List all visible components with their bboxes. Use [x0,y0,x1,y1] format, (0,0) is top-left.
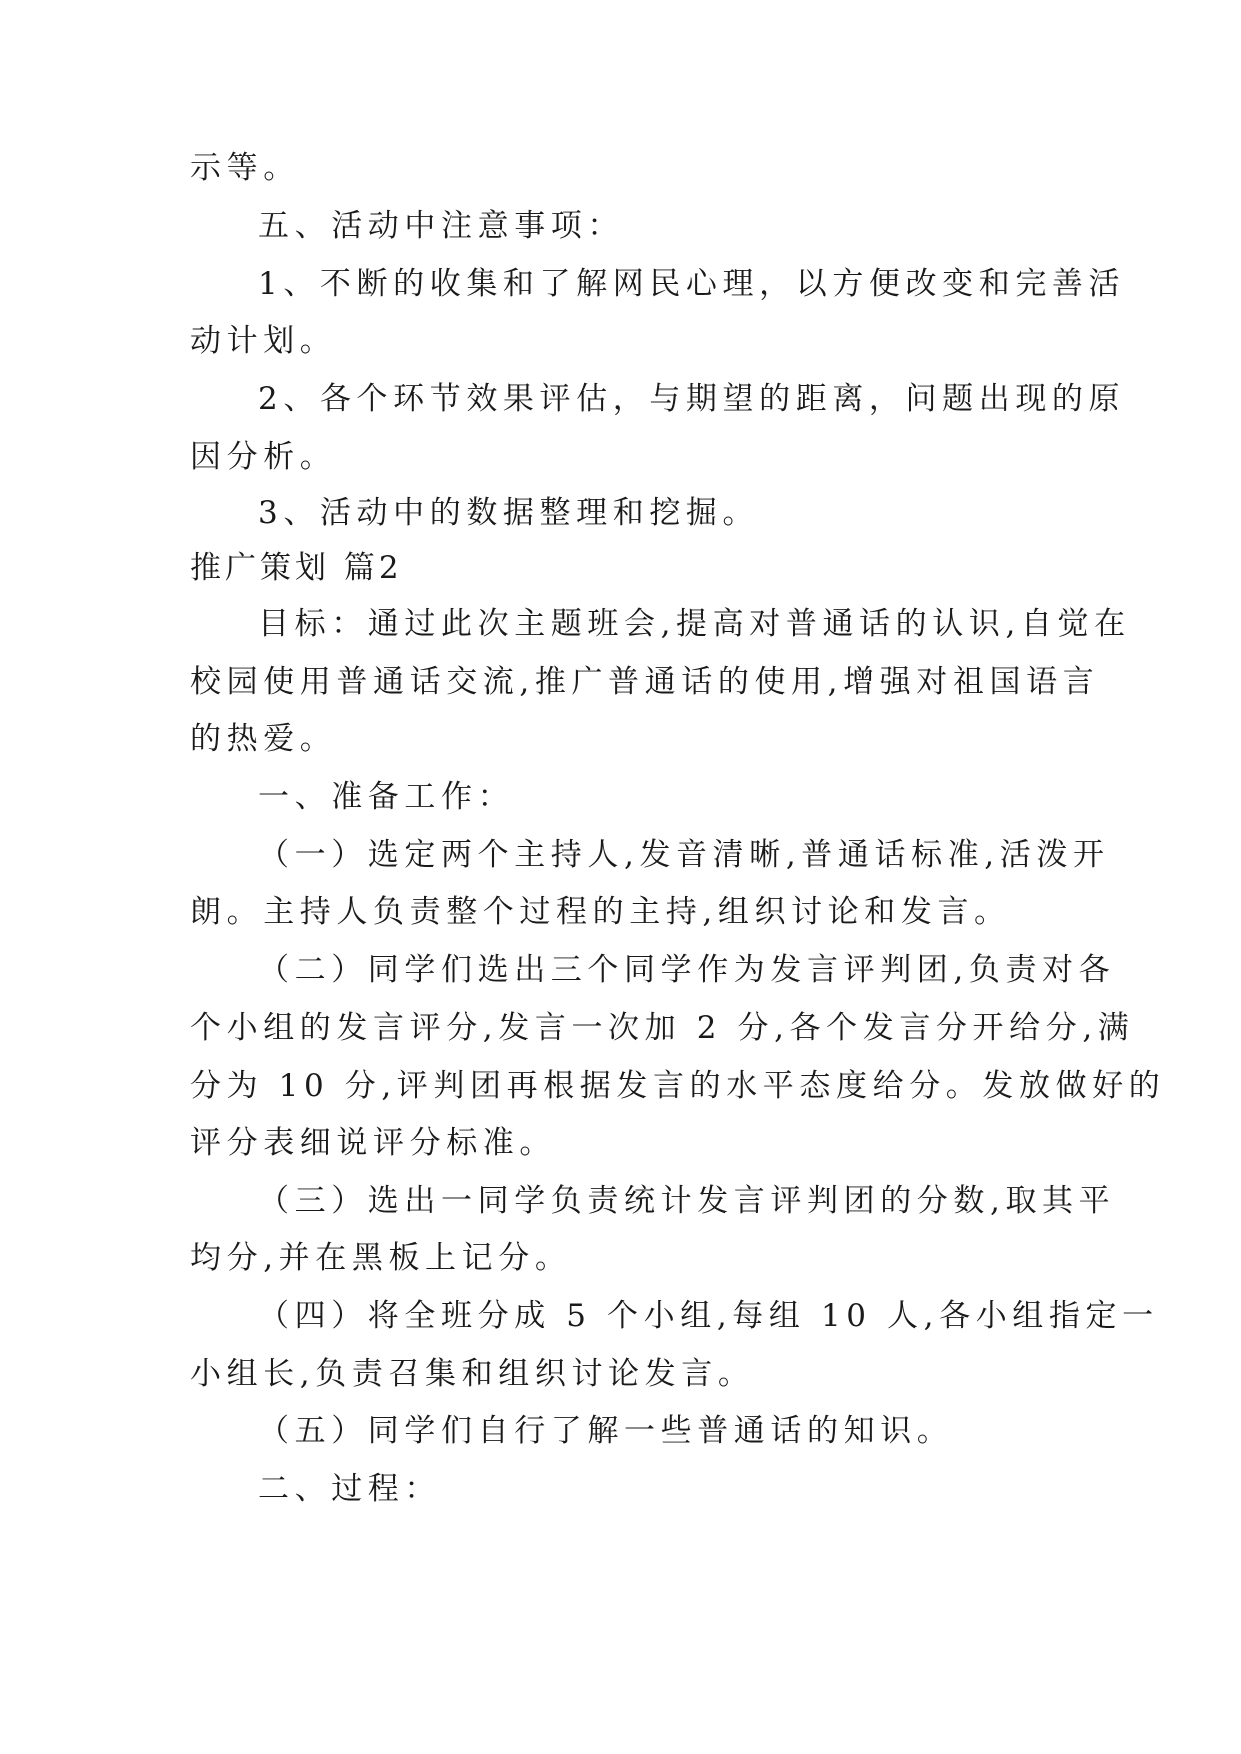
section-heading: 二、过程： [258,1471,441,1507]
text-line: （一）选定两个主持人,发音清晰,普通话标准,活泼开 [258,837,1110,873]
text-line: 校园使用普通话交流,推广普通话的使用,增强对祖国语言 [190,664,1100,700]
text-line: 朗。主持人负责整个过程的主持,组织讨论和发言。 [190,894,1011,930]
text-line: （五）同学们自行了解一些普通话的知识。 [258,1413,954,1449]
text-line: 分为 10 分,评判团再根据发言的水平态度给分。发放做好的 [190,1068,1166,1104]
text-line: 小组长,负责召集和组织讨论发言。 [190,1356,755,1392]
text-line: 动计划。 [190,323,337,359]
text-line: 均分,并在黑板上记分。 [190,1240,572,1276]
text-line: （二）同学们选出三个同学作为发言评判团,负责对各 [258,952,1116,988]
text-line: 的热爱。 [190,721,337,757]
text-line: 示等。 [190,150,300,186]
text-line: 目标：通过此次主题班会,提高对普通话的认识,自觉在 [258,606,1131,642]
section-heading: 一、准备工作： [258,779,515,815]
text-line: 1、不断的收集和了解网民心理，以方便改变和完善活 [258,266,1126,302]
article-title: 推广策划 篇2 [190,550,403,586]
text-line: 2、各个环节效果评估，与期望的距离，问题出现的原 [258,381,1126,417]
text-line: 3、活动中的数据整理和挖掘。 [258,495,760,531]
text-line: （四）将全班分成 5 个小组,每组 10 人,各小组指定一 [258,1298,1159,1334]
text-line: 个小组的发言评分,发言一次加 2 分,各个发言分开给分,满 [190,1010,1135,1046]
text-line: 评分表细说评分标准。 [190,1125,556,1161]
text-line: （三）选出一同学负责统计发言评判团的分数,取其平 [258,1183,1116,1219]
section-heading: 五、活动中注意事项： [258,208,624,244]
text-line: 因分析。 [190,439,337,475]
